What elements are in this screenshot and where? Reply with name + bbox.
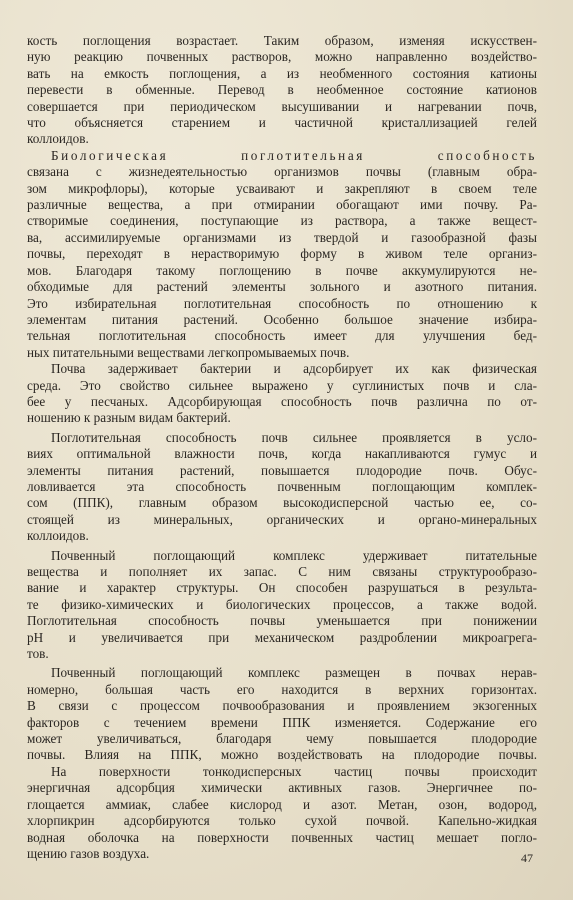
text-line: Это избирательная поглотительная способность по отношению к [27, 295, 537, 311]
text-line: вать на емкость поглощения, а из необменного состояния катионы [27, 65, 537, 81]
text-line: факторов с течением времени ППК изменяется. Содержание его [27, 714, 537, 730]
text-line: среда. Это свойство сильнее выражено у суглинистых почв и сла- [27, 377, 537, 393]
text-line: стоящей из минеральных, органических и органо-минеральных [27, 511, 537, 527]
text-line: глощается аммиак, слабее кислород и азот. Метан, озон, водород, [27, 796, 537, 812]
text-line: совершается при периодическом высушивании и нагревании почв, [27, 98, 537, 114]
text-line: виях оптимальной влажности почв, когда накапливаются гумус и [27, 446, 537, 462]
text-line: вещества и пополняет их запас. С ним связаны структурообразо- [27, 564, 537, 579]
text-line: тов. [27, 646, 49, 662]
text-line: зом микрофлоры), которые усваивают и закрепляют в своем теле [27, 180, 537, 196]
page-number: 47 [521, 851, 533, 865]
text-line: тельная поглотительная способность имеет для улучшения бед- [27, 328, 537, 344]
text-line: вание и характер структуры. Он способен разрушаться в результа- [27, 580, 537, 596]
text-line: почвы. Влияя на ППК, можно воздействовать на плодородие почвы. [27, 747, 537, 763]
text-line: Почвенный поглощающий комплекс размещен в почвах нерав- [51, 665, 537, 681]
text-line: Почвенный поглощающий комплекс удерживает питательные [51, 547, 537, 563]
text-line: элементы питания растений, повышается плодородие почв. Обус- [27, 462, 537, 478]
text-line: может увеличиваться, благодаря чему повышается плодородие [27, 731, 537, 747]
text-line: ношению к разным видам бактерий. [27, 410, 231, 426]
text-line: связана с жизнедеятельностью организмов почвы (главным обра- [27, 164, 537, 180]
text-line: хлорпикрин адсорбируются только сухой почвой. Капельно-жидкая [27, 813, 537, 829]
text-line: ных питательными веществами легкопромываемых почв. [27, 344, 350, 360]
text-line: что объясняется старением и частичной кристаллизацией гелей [27, 115, 537, 131]
text-line: различные вещества, а при отмирании обогащают ими почву. Ра- [27, 197, 537, 213]
text-line: водная оболочка на поверхности почвенных частиц мешает погло- [27, 829, 537, 845]
text-line: На поверхности тонкодисперсных частиц почвы происходит [51, 763, 537, 779]
text-line: Почва задерживает бактерии и адсорбирует их как физическая [51, 361, 537, 377]
text-line: В связи с процессом почвообразования и проявлением экзогенных [27, 698, 537, 714]
text-line: ва, ассимилируемые организмами из твердой и газообразной фазы [27, 229, 537, 245]
text-line: перевести в обменные. Перевод в необменное состояние катионов [27, 82, 537, 98]
text-line: щению газов воздуха. [27, 845, 150, 861]
body-text [27, 33, 537, 862]
text-line: обходимые для растений элементы зольного и азотного питания. [27, 279, 537, 295]
subheading-line: Биологическая поглотительная способность [51, 147, 537, 163]
text-line: Поглотительная способность почв сильнее проявляется в усло- [51, 429, 537, 445]
text-line: коллоидов. [27, 528, 89, 544]
text-line: коллоидов. [27, 131, 89, 147]
text-line: почвы, переходят в нерастворимую форму в живом теле организ- [27, 246, 537, 262]
text-line: pH и увеличивается при механическом раздроблении микроагрега- [27, 629, 537, 645]
text-line: кость поглощения возрастает. Таким образом, изменяя искусствен- [27, 33, 537, 48]
text-line: мов. Благодаря такому поглощению в почве аккумулируются не- [27, 262, 537, 278]
text-line: Поглотительная способность почвы уменьшается при понижении [27, 613, 537, 629]
text-line: сом (ППК), главным образом высокодисперсной частью ее, со- [27, 495, 537, 511]
text-line: энергичная адсорбция химически активных газов. Энергичнее по- [27, 780, 537, 796]
text-line: те физико-химических и биологических процессов, а также водой. [27, 596, 537, 612]
text-line: бее у песчаных. Адсорбирующая способность почв различна по от- [27, 393, 537, 409]
text-line: ную реакцию почвенных растворов, можно направленно воздейство- [27, 49, 537, 65]
text-line: элементам питания растений. Особенно большое значение избира- [27, 311, 537, 327]
text-line: номерно, большая часть его находится в верхних горизонтах. [27, 681, 537, 697]
text-line: створимые соединения, поступающие из раствора, а также вещест- [27, 213, 537, 229]
text-line: ловливается эта способность почвенным поглощающим комплек- [27, 478, 537, 494]
